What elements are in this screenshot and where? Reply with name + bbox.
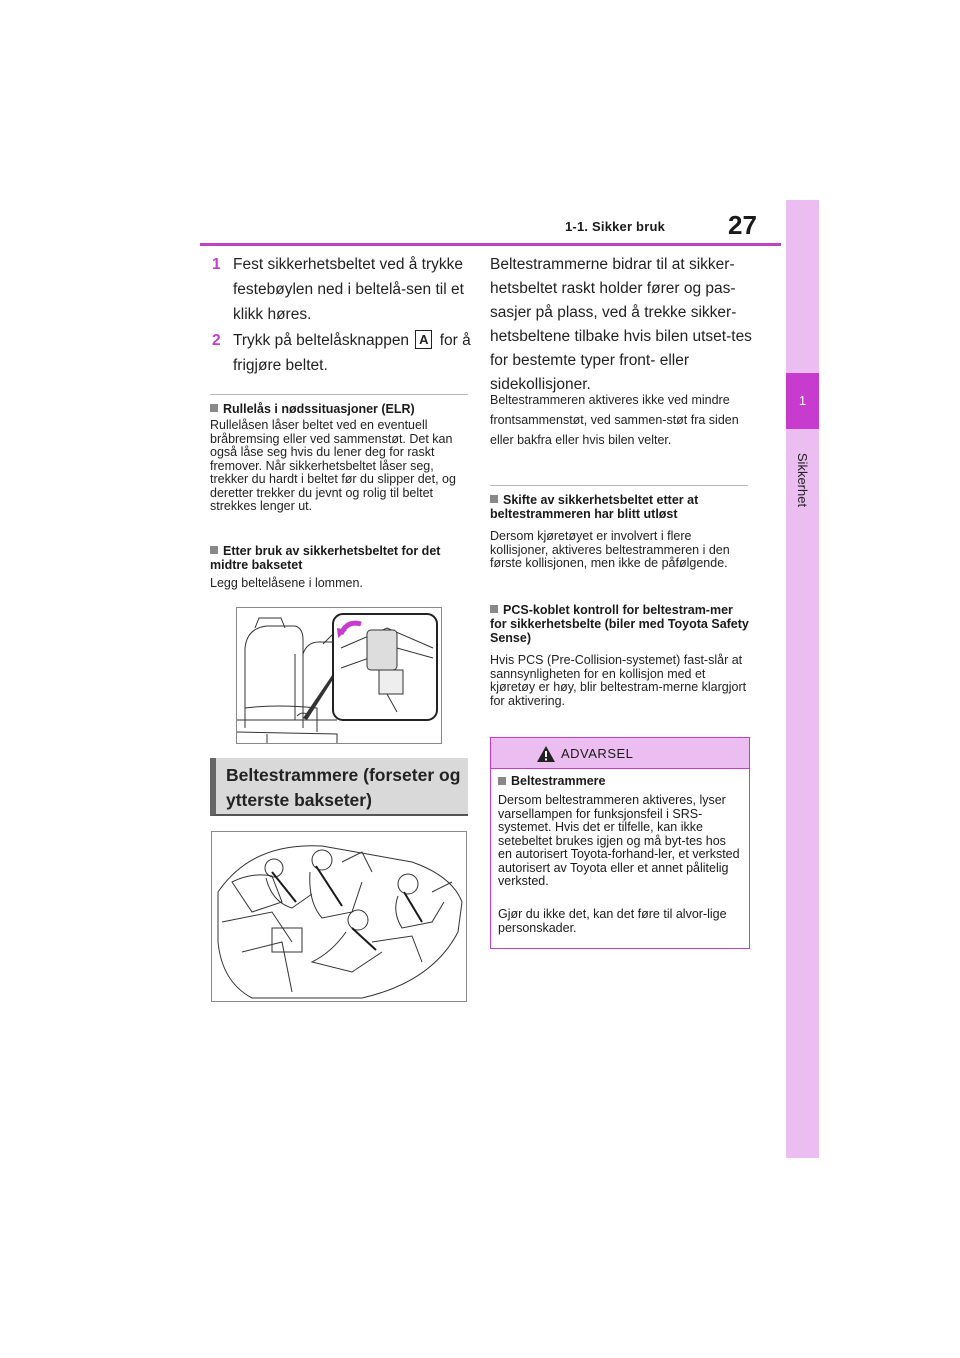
step-1 [212,252,464,323]
warning-text-1: Dersom beltestrammeren aktiveres, lyser varsellampen for funksjonsfeil i SRS-systemet. Hvis det er tilfelle, kan ikke setebeltet brukes igjen og må byt-tes hos en autorisert Toyota-forhand-ler, et verksted autorisert av Toyota eller et annet pålitelig verksted. [498,793,740,888]
pretensioner-intro: Beltestrammerne bidrar til at sikker-hetsbeltet raskt holder fører og pas-sasjer på plass, ved å trekke sikker-hetsbeltene tilbake hvis bilen utset-tes for bestemte typer front- eller sidekollisjoner. [490,256,752,393]
warning-title: ADVARSEL [561,746,634,761]
warning-triangle-icon [536,745,556,763]
header-rule [200,243,781,246]
square-bullet-icon [490,605,498,613]
callout-box-a: A [415,330,432,349]
warning-header [491,738,749,769]
rear-seat-drawing [237,608,442,744]
square-bullet-icon [210,404,218,412]
chapter-label: Sikkerhet [795,452,810,508]
car-occupants-drawing [212,832,467,1002]
replace-text: Dersom kjøretøyet er involvert i flere kollisjoner, aktiveres beltestrammeren i den første kollisjonen, men ikke de påfølgende. [490,529,730,570]
page-number: 27 [728,210,757,240]
warning-heading: Beltestrammere [498,774,606,788]
step-1-number: 1 [212,256,221,273]
replace-heading: Skifte av sikkerhetsbeltet etter at beltestrammeren har blitt utløst [490,493,699,521]
elr-text: Rullelåsen låser beltet ved en eventuell bråbremsing eller ved sammenstøt. Det kan også låse seg hvis du lener deg for raskt fremover. Når sikkerhetsbeltet låser seg, trekker du hardt i beltet før du slipper det, og deretter trekker du jevnt og rolig til beltet strekkes lenger ut. [210,418,456,513]
divider [490,485,748,486]
car-interior-illustration [211,831,467,1002]
square-bullet-icon [210,546,218,554]
chapter-side-tab [786,200,819,1158]
section-title-header: 1-1. Sikker bruk [565,219,666,234]
warning-box [490,737,750,949]
seat-buckle-illustration [236,607,442,744]
pcs-text: Hvis PCS (Pre-Collision-systemet) fast-slår at sannsynligheten for en kollisjon med et kjøretøy er høy, blir beltestram-merne klargjort for aktivering. [490,653,747,708]
pretensioner-note: Beltestrammeren aktiveres ikke ved mindre frontsammenstøt, ved sammen-støt fra siden eller bakfra eller hvis bilen velter. [490,393,739,447]
step-2-text [233,328,478,378]
chapter-number-tab[interactable]: 1 [786,373,819,429]
section-title-pretensioners: Beltestrammere (forseter og ytterste bakseter) [210,758,468,816]
elr-heading: Rullelås i nødssituasjoner (ELR) [210,402,470,416]
step-2-text-before: Trykk på beltelåsknappen [233,332,410,349]
pcs-heading: PCS-koblet kontroll for beltestram-mer for sikkerhetsbelte (biler med Toyota Safety Sense) [490,603,749,645]
square-bullet-icon [498,777,506,785]
middle-seat-heading: Etter bruk av sikkerhetsbeltet for det midtre baksetet [210,544,441,572]
step-1-text: Fest sikkerhetsbeltet ved å trykke festebøylen ned i beltelå-sen til et klikk høres. [233,256,464,323]
warning-text-2: Gjør du ikke det, kan det føre til alvor-lige personskader. [498,907,727,935]
middle-seat-text: Legg beltelåsene i lommen. [210,576,363,590]
divider [210,394,468,395]
square-bullet-icon [490,495,498,503]
step-2-text-after: for å frigjøre beltet. [233,332,471,374]
step-2 [212,328,471,374]
step-2-number: 2 [212,332,221,349]
